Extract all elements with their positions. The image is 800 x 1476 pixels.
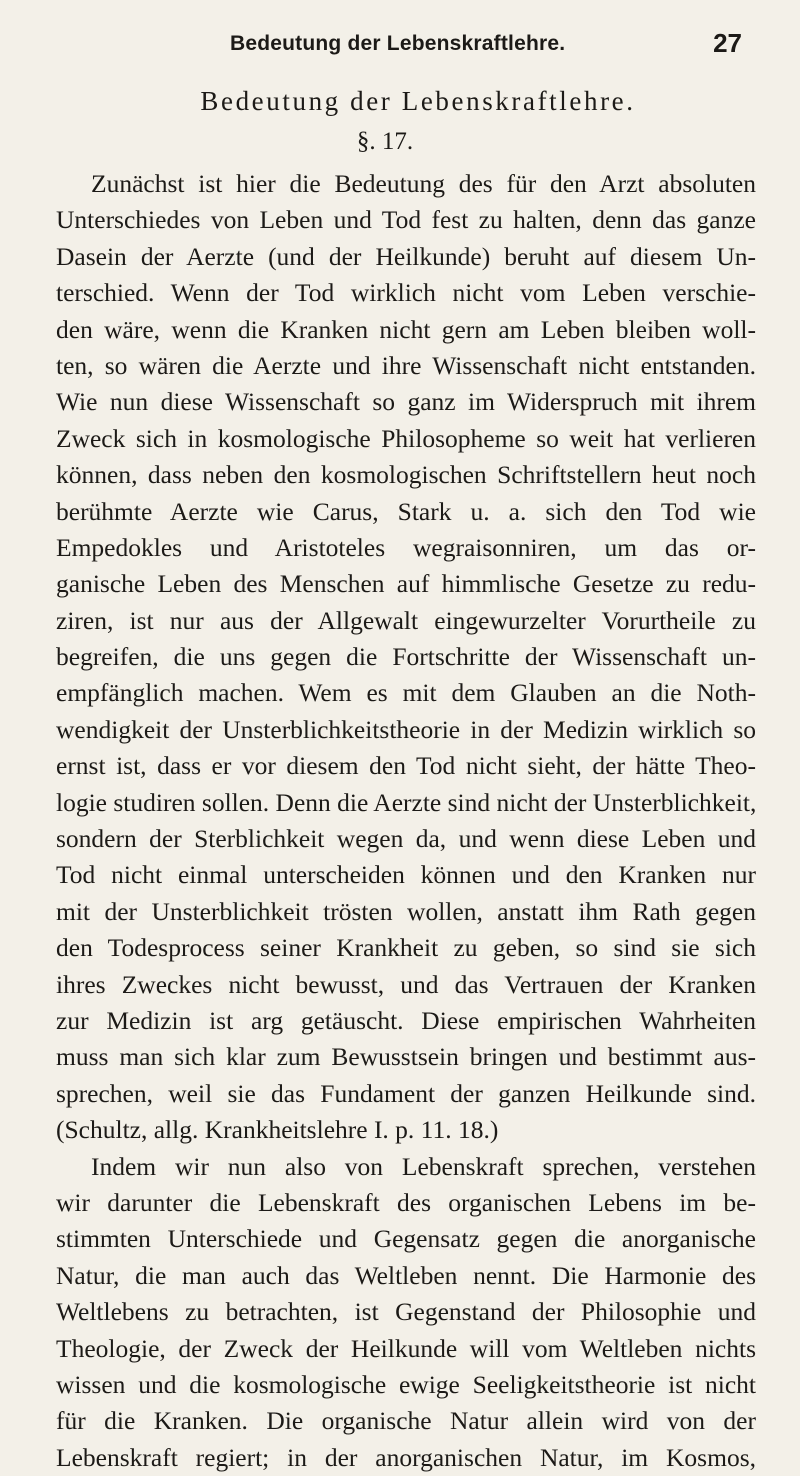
text-line: Lebenskraft regiert; in der anorganischen Natur, im Kosmos, <box>56 1442 756 1472</box>
text-line: für die Kranken. Die organische Natur allein wird von der <box>56 1406 756 1436</box>
text-line: (Schultz, allg. Krankheitslehre I. p. 11. 18.) <box>56 1115 499 1145</box>
text-line: muss man sich klar zum Bewusstsein bringen und bestimmt aus- <box>56 1042 756 1072</box>
running-header <box>0 28 800 68</box>
text-line: terschied. Wenn der Tod wirklich nicht vom Leben verschie- <box>56 278 756 308</box>
text-line: ten, so wären die Aerzte und ihre Wissenschaft nicht entstanden. <box>56 350 756 380</box>
text-line: Weltlebens zu betrachten, ist Gegenstand der Philosophie und <box>56 1297 756 1327</box>
text-line: Zunächst ist hier die Bedeutung des für den Arzt absoluten <box>91 169 756 198</box>
text-line: den wäre, wenn die Kranken nicht gern am Leben bleiben woll- <box>56 314 756 344</box>
text-line: Empedokles und Aristoteles wegraisonniren, um das or- <box>56 532 756 562</box>
text-line: Dasein der Aerzte (und der Heilkunde) beruht auf diesem Un- <box>56 241 756 271</box>
text-line: können, dass neben den kosmologischen Schriftstellern heut noch <box>56 460 756 490</box>
text-line: wissen und die kosmologische ewige Seeligkeitstheorie ist nicht <box>56 1369 756 1399</box>
text-line: empfänglich machen. Wem es mit dem Glauben an die Noth- <box>56 678 756 708</box>
text-line: logie studiren sollen. Denn die Aerzte sind nicht der Unsterblichkeit, <box>56 787 757 817</box>
running-title: Bedeutung der Lebenskraftlehre. <box>230 32 566 55</box>
page-number: 27 <box>713 28 742 58</box>
text-line: wir darunter die Lebenskraft des organischen Lebens im be- <box>56 1187 756 1217</box>
text-line: Natur, die man auch das Weltleben nennt. Die Harmonie des <box>56 1260 756 1290</box>
body-text <box>56 166 756 1476</box>
text-line: Zweck sich in kosmologische Philosopheme so weit hat verlieren <box>56 423 756 453</box>
text-line: Tod nicht einmal unterscheiden können und den Kranken nur <box>56 860 756 890</box>
text-line: berühmte Aerzte wie Carus, Stark u. a. sich den Tod wie <box>56 496 756 526</box>
text-line: Unterschiedes von Leben und Tod fest zu halten, denn das ganze <box>56 205 756 235</box>
text-line: ernst ist, dass er vor diesem den Tod nicht sieht, der hätte Theo- <box>56 751 756 781</box>
text-line: sondern der Sterblichkeit wegen da, und wenn diese Leben und <box>56 824 756 854</box>
text-line: ganische Leben des Menschen auf himmlische Gesetze zu redu- <box>56 569 756 599</box>
text-line: ihres Zweckes nicht bewusst, und das Vertrauen der Kranken <box>56 969 756 999</box>
section-number: §. 17. <box>356 128 414 155</box>
text-line: mit der Unsterblichkeit trösten wollen, anstatt ihm Rath gegen <box>56 896 756 926</box>
text-line: Indem wir nun also von Lebenskraft sprechen, verstehen <box>91 1151 756 1181</box>
text-line: begreifen, die uns gegen die Fortschritte der Wissenschaft un- <box>56 642 756 672</box>
text-line: Theologie, der Zweck der Heilkunde will vom Weltleben nichts <box>56 1333 756 1363</box>
text-line: ziren, ist nur aus der Allgewalt eingewurzelter Vorurtheile zu <box>56 605 756 635</box>
text-line: den Todesprocess seiner Krankheit zu geben, so sind sie sich <box>56 933 756 963</box>
text-line: zur Medizin ist arg getäuscht. Diese empirischen Wahrheiten <box>56 1005 756 1035</box>
text-line: Wie nun diese Wissenschaft so ganz im Widerspruch mit ihrem <box>56 387 756 417</box>
chapter-title: Bedeutung der Lebenskraftlehre. <box>200 86 636 116</box>
text-line: wendigkeit der Unsterblichkeitstheorie in der Medizin wirklich so <box>56 714 756 744</box>
text-line: sprechen, weil sie das Fundament der ganzen Heilkunde sind. <box>56 1078 756 1108</box>
text-line: stimmten Unterschiede und Gegensatz gegen die anorganische <box>56 1224 756 1254</box>
